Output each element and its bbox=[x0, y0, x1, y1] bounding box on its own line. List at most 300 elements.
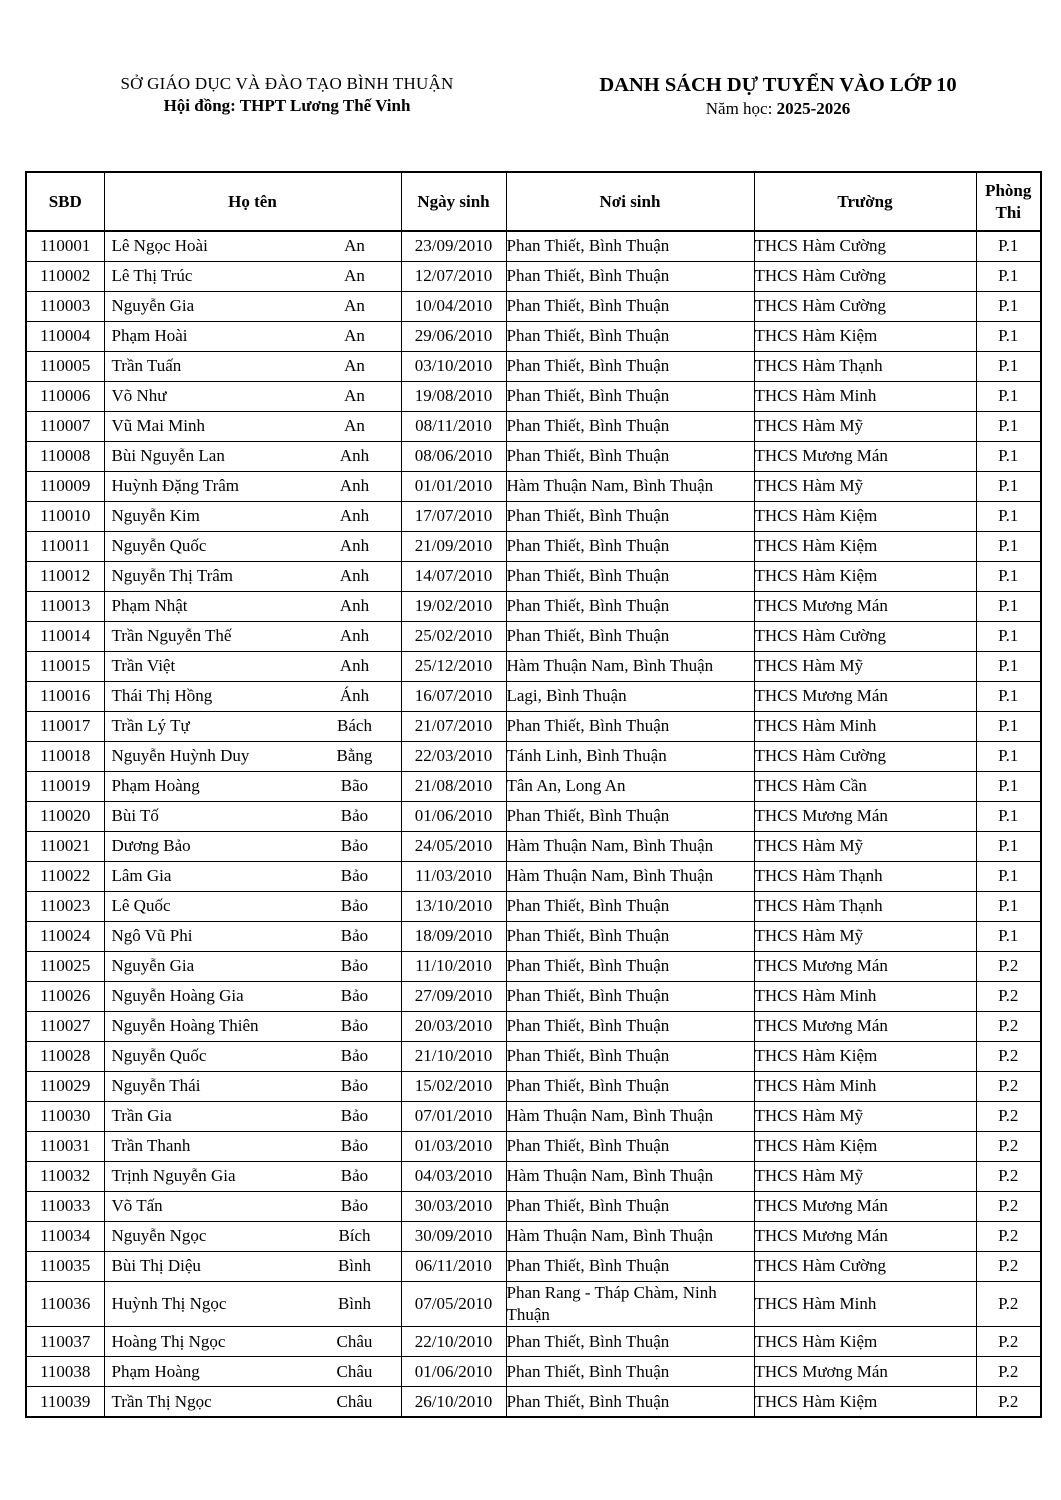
table-row bbox=[26, 1072, 1041, 1102]
full-name bbox=[105, 565, 401, 587]
sbd-cell: 110005 bbox=[26, 352, 104, 382]
name-cell bbox=[104, 262, 401, 292]
dob-cell: 16/07/2010 bbox=[401, 682, 506, 712]
sbd-cell: 110039 bbox=[26, 1387, 104, 1418]
dob-cell: 08/11/2010 bbox=[401, 412, 506, 442]
given-name: Bảo bbox=[340, 1166, 369, 1186]
family-middle-name: Nguyễn Ngọc bbox=[111, 1226, 207, 1246]
table-header bbox=[26, 172, 1041, 231]
family-middle-name: Trần Lý Tự bbox=[111, 716, 190, 736]
given-name: Bảo bbox=[340, 1196, 369, 1216]
table-row bbox=[26, 862, 1041, 892]
exam-room-cell: P.1 bbox=[976, 802, 1041, 832]
dob-cell: 04/03/2010 bbox=[401, 1162, 506, 1192]
school-cell: THCS Hàm Cường bbox=[754, 742, 976, 772]
birthplace-cell: Phan Thiết, Bình Thuận bbox=[506, 382, 754, 412]
exam-room-cell: P.2 bbox=[976, 1162, 1041, 1192]
name-cell bbox=[104, 412, 401, 442]
exam-room-cell: P.2 bbox=[976, 1072, 1041, 1102]
dob-cell: 11/03/2010 bbox=[401, 862, 506, 892]
birthplace-cell: Phan Thiết, Bình Thuận bbox=[506, 1387, 754, 1418]
full-name bbox=[105, 1165, 401, 1187]
school-cell: THCS Mương Mán bbox=[754, 682, 976, 712]
given-name: Bảo bbox=[340, 836, 369, 856]
table-row bbox=[26, 1357, 1041, 1387]
exam-room-cell: P.1 bbox=[976, 262, 1041, 292]
name-cell bbox=[104, 1282, 401, 1327]
name-cell bbox=[104, 682, 401, 712]
dob-cell: 18/09/2010 bbox=[401, 922, 506, 952]
department-name: SỞ GIÁO DỤC VÀ ĐÀO TẠO BÌNH THUẬN bbox=[120, 74, 454, 93]
family-middle-name: Trịnh Nguyễn Gia bbox=[111, 1166, 236, 1186]
full-name bbox=[105, 595, 401, 617]
birthplace-cell: Phan Rang - Tháp Chàm, Ninh Thuận bbox=[506, 1282, 754, 1327]
name-cell bbox=[104, 1102, 401, 1132]
full-name bbox=[105, 865, 401, 887]
full-name bbox=[105, 775, 401, 797]
name-cell bbox=[104, 892, 401, 922]
birthplace-cell: Phan Thiết, Bình Thuận bbox=[506, 1072, 754, 1102]
birthplace-cell: Phan Thiết, Bình Thuận bbox=[506, 532, 754, 562]
table-row bbox=[26, 742, 1041, 772]
birthplace-cell: Phan Thiết, Bình Thuận bbox=[506, 1012, 754, 1042]
birthplace-cell: Phan Thiết, Bình Thuận bbox=[506, 322, 754, 352]
birthplace-cell: Phan Thiết, Bình Thuận bbox=[506, 922, 754, 952]
name-cell bbox=[104, 1387, 401, 1418]
full-name bbox=[105, 685, 401, 707]
full-name bbox=[105, 985, 401, 1007]
full-name bbox=[105, 445, 401, 467]
exam-room-cell: P.2 bbox=[976, 952, 1041, 982]
dob-cell: 14/07/2010 bbox=[401, 562, 506, 592]
full-name bbox=[105, 1105, 401, 1127]
given-name: Bình bbox=[337, 1294, 372, 1314]
name-cell bbox=[104, 832, 401, 862]
birthplace-cell: Phan Thiết, Bình Thuận bbox=[506, 412, 754, 442]
birthplace-cell: Phan Thiết, Bình Thuận bbox=[506, 712, 754, 742]
given-name: An bbox=[344, 326, 365, 346]
family-middle-name: Võ Tấn bbox=[111, 1196, 163, 1216]
birthplace-cell: Phan Thiết, Bình Thuận bbox=[506, 802, 754, 832]
full-name bbox=[105, 625, 401, 647]
full-name bbox=[105, 1255, 401, 1277]
dob-cell: 20/03/2010 bbox=[401, 1012, 506, 1042]
table-row bbox=[26, 1222, 1041, 1252]
exam-room-cell: P.2 bbox=[976, 982, 1041, 1012]
exam-room-cell: P.2 bbox=[976, 1252, 1041, 1282]
family-middle-name: Vũ Mai Minh bbox=[111, 416, 205, 436]
given-name: Anh bbox=[339, 446, 370, 466]
full-name bbox=[105, 1135, 401, 1157]
table-row bbox=[26, 1162, 1041, 1192]
given-name: Bảo bbox=[340, 806, 369, 826]
school-cell: THCS Hàm Cường bbox=[754, 1252, 976, 1282]
table-row bbox=[26, 1102, 1041, 1132]
name-cell bbox=[104, 1327, 401, 1357]
given-name: Bảo bbox=[340, 1046, 369, 1066]
dob-cell: 07/05/2010 bbox=[401, 1282, 506, 1327]
birthplace-cell: Hàm Thuận Nam, Bình Thuận bbox=[506, 652, 754, 682]
given-name: Bảo bbox=[340, 956, 369, 976]
table-row bbox=[26, 892, 1041, 922]
family-middle-name: Dương Bảo bbox=[111, 836, 191, 856]
table-row bbox=[26, 832, 1041, 862]
sbd-cell: 110021 bbox=[26, 832, 104, 862]
table-row bbox=[26, 472, 1041, 502]
birthplace-cell: Hàm Thuận Nam, Bình Thuận bbox=[506, 472, 754, 502]
given-name: Bảo bbox=[340, 896, 369, 916]
school-year-value: 2025-2026 bbox=[776, 99, 851, 118]
full-name bbox=[105, 925, 401, 947]
given-name: Bảo bbox=[340, 866, 369, 886]
family-middle-name: Nguyễn Hoàng Gia bbox=[111, 986, 244, 1006]
name-cell bbox=[104, 1192, 401, 1222]
birthplace-cell: Phan Thiết, Bình Thuận bbox=[506, 1252, 754, 1282]
birthplace-cell: Hàm Thuận Nam, Bình Thuận bbox=[506, 832, 754, 862]
family-middle-name: Võ Như bbox=[111, 386, 167, 406]
name-cell bbox=[104, 1132, 401, 1162]
exam-room-cell: P.1 bbox=[976, 862, 1041, 892]
table-header-row bbox=[26, 172, 1041, 231]
family-middle-name: Lê Quốc bbox=[111, 896, 171, 916]
name-cell bbox=[104, 772, 401, 802]
col-header-birthplace: Nơi sinh bbox=[506, 172, 754, 231]
table-row bbox=[26, 592, 1041, 622]
exam-room-cell: P.1 bbox=[976, 382, 1041, 412]
family-middle-name: Lâm Gia bbox=[111, 866, 172, 886]
family-middle-name: Phạm Hoài bbox=[111, 326, 188, 346]
given-name: Bảo bbox=[340, 986, 369, 1006]
exam-room-cell: P.1 bbox=[976, 562, 1041, 592]
birthplace-cell: Lagi, Bình Thuận bbox=[506, 682, 754, 712]
given-name: Bảo bbox=[340, 1136, 369, 1156]
name-cell bbox=[104, 712, 401, 742]
given-name: An bbox=[344, 356, 365, 376]
dob-cell: 01/01/2010 bbox=[401, 472, 506, 502]
school-cell: THCS Hàm Mỹ bbox=[754, 832, 976, 862]
school-cell: THCS Hàm Cường bbox=[754, 231, 976, 262]
name-cell bbox=[104, 652, 401, 682]
school-cell: THCS Hàm Kiệm bbox=[754, 532, 976, 562]
dob-cell: 29/06/2010 bbox=[401, 322, 506, 352]
issuing-org-block bbox=[52, 74, 522, 119]
name-cell bbox=[104, 442, 401, 472]
sbd-cell: 110025 bbox=[26, 952, 104, 982]
sbd-cell: 110026 bbox=[26, 982, 104, 1012]
table-row bbox=[26, 1012, 1041, 1042]
dob-cell: 21/07/2010 bbox=[401, 712, 506, 742]
table-row bbox=[26, 952, 1041, 982]
full-name bbox=[105, 895, 401, 917]
given-name: Anh bbox=[339, 596, 370, 616]
birthplace-cell: Hàm Thuận Nam, Bình Thuận bbox=[506, 1162, 754, 1192]
dob-cell: 10/04/2010 bbox=[401, 292, 506, 322]
col-header-sbd: SBD bbox=[26, 172, 104, 231]
exam-room-cell: P.1 bbox=[976, 832, 1041, 862]
col-header-room: Phòng Thi bbox=[976, 172, 1041, 231]
exam-room-cell: P.1 bbox=[976, 742, 1041, 772]
school-cell: THCS Hàm Minh bbox=[754, 1282, 976, 1327]
given-name: Bảo bbox=[340, 1016, 369, 1036]
full-name bbox=[105, 1391, 401, 1413]
sbd-cell: 110001 bbox=[26, 231, 104, 262]
school-cell: THCS Mương Mán bbox=[754, 1012, 976, 1042]
family-middle-name: Trần Gia bbox=[111, 1106, 172, 1126]
dob-cell: 17/07/2010 bbox=[401, 502, 506, 532]
table-row bbox=[26, 1252, 1041, 1282]
exam-room-cell: P.2 bbox=[976, 1102, 1041, 1132]
exam-room-cell: P.1 bbox=[976, 412, 1041, 442]
table-row bbox=[26, 652, 1041, 682]
family-middle-name: Huỳnh Thị Ngọc bbox=[111, 1294, 227, 1314]
school-cell: THCS Hàm Kiệm bbox=[754, 562, 976, 592]
sbd-cell: 110012 bbox=[26, 562, 104, 592]
exam-room-cell: P.2 bbox=[976, 1387, 1041, 1418]
dob-cell: 24/05/2010 bbox=[401, 832, 506, 862]
family-middle-name: Phạm Nhật bbox=[111, 596, 188, 616]
table-row bbox=[26, 772, 1041, 802]
name-cell bbox=[104, 982, 401, 1012]
birthplace-cell: Hàm Thuận Nam, Bình Thuận bbox=[506, 1102, 754, 1132]
name-cell bbox=[104, 1042, 401, 1072]
dob-cell: 25/02/2010 bbox=[401, 622, 506, 652]
exam-room-cell: P.1 bbox=[976, 712, 1041, 742]
school-cell: THCS Hàm Mỹ bbox=[754, 652, 976, 682]
table-row bbox=[26, 562, 1041, 592]
exam-room-cell: P.1 bbox=[976, 922, 1041, 952]
given-name: Ánh bbox=[339, 686, 370, 706]
sbd-cell: 110006 bbox=[26, 382, 104, 412]
exam-room-cell: P.2 bbox=[976, 1132, 1041, 1162]
school-cell: THCS Hàm Minh bbox=[754, 712, 976, 742]
sbd-cell: 110033 bbox=[26, 1192, 104, 1222]
exam-room-cell: P.1 bbox=[976, 892, 1041, 922]
sbd-cell: 110008 bbox=[26, 442, 104, 472]
full-name bbox=[105, 805, 401, 827]
dob-cell: 01/06/2010 bbox=[401, 802, 506, 832]
name-cell bbox=[104, 1072, 401, 1102]
dob-cell: 21/10/2010 bbox=[401, 1042, 506, 1072]
dob-cell: 27/09/2010 bbox=[401, 982, 506, 1012]
sbd-cell: 110036 bbox=[26, 1282, 104, 1327]
family-middle-name: Trần Nguyễn Thế bbox=[111, 626, 232, 646]
school-cell: THCS Hàm Cường bbox=[754, 262, 976, 292]
student-table-body bbox=[26, 231, 1041, 1417]
sbd-cell: 110032 bbox=[26, 1162, 104, 1192]
full-name bbox=[105, 1361, 401, 1383]
given-name: An bbox=[344, 386, 365, 406]
table-row bbox=[26, 412, 1041, 442]
full-name bbox=[105, 715, 401, 737]
given-name: Bích bbox=[338, 1226, 371, 1246]
birthplace-cell: Phan Thiết, Bình Thuận bbox=[506, 352, 754, 382]
name-cell bbox=[104, 352, 401, 382]
given-name: An bbox=[344, 236, 365, 256]
school-cell: THCS Mương Mán bbox=[754, 802, 976, 832]
table-row bbox=[26, 262, 1041, 292]
family-middle-name: Thái Thị Hồng bbox=[111, 686, 213, 706]
sbd-cell: 110014 bbox=[26, 622, 104, 652]
dob-cell: 01/03/2010 bbox=[401, 1132, 506, 1162]
sbd-cell: 110023 bbox=[26, 892, 104, 922]
dob-cell: 30/09/2010 bbox=[401, 1222, 506, 1252]
full-name bbox=[105, 1331, 401, 1353]
dob-cell: 30/03/2010 bbox=[401, 1192, 506, 1222]
full-name bbox=[105, 235, 401, 257]
family-middle-name: Trần Thị Ngọc bbox=[111, 1391, 212, 1411]
sbd-cell: 110035 bbox=[26, 1252, 104, 1282]
sbd-cell: 110011 bbox=[26, 532, 104, 562]
sbd-cell: 110015 bbox=[26, 652, 104, 682]
family-middle-name: Nguyễn Thị Trâm bbox=[111, 566, 234, 586]
school-cell: THCS Hàm Thạnh bbox=[754, 892, 976, 922]
school-cell: THCS Mương Mán bbox=[754, 1222, 976, 1252]
dob-cell: 15/02/2010 bbox=[401, 1072, 506, 1102]
given-name: Châu bbox=[336, 1361, 373, 1381]
exam-room-cell: P.1 bbox=[976, 622, 1041, 652]
full-name bbox=[105, 745, 401, 767]
school-cell: THCS Hàm Mỹ bbox=[754, 472, 976, 502]
sbd-cell: 110022 bbox=[26, 862, 104, 892]
given-name: Bảo bbox=[340, 926, 369, 946]
table-row bbox=[26, 622, 1041, 652]
birthplace-cell: Phan Thiết, Bình Thuận bbox=[506, 442, 754, 472]
given-name: Bách bbox=[337, 716, 372, 736]
dob-cell: 06/11/2010 bbox=[401, 1252, 506, 1282]
exam-room-cell: P.1 bbox=[976, 592, 1041, 622]
given-name: Châu bbox=[336, 1331, 373, 1351]
birthplace-cell: Phan Thiết, Bình Thuận bbox=[506, 1192, 754, 1222]
family-middle-name: Hoàng Thị Ngọc bbox=[111, 1331, 226, 1351]
exam-room-cell: P.1 bbox=[976, 772, 1041, 802]
birthplace-cell: Phan Thiết, Bình Thuận bbox=[506, 262, 754, 292]
given-name: Anh bbox=[339, 656, 370, 676]
dob-cell: 22/03/2010 bbox=[401, 742, 506, 772]
name-cell bbox=[104, 382, 401, 412]
name-cell bbox=[104, 802, 401, 832]
school-cell: THCS Hàm Thạnh bbox=[754, 862, 976, 892]
sbd-cell: 110002 bbox=[26, 262, 104, 292]
full-name bbox=[105, 475, 401, 497]
sbd-cell: 110029 bbox=[26, 1072, 104, 1102]
full-name bbox=[105, 265, 401, 287]
table-row bbox=[26, 1132, 1041, 1162]
table-row bbox=[26, 532, 1041, 562]
birthplace-cell: Phan Thiết, Bình Thuận bbox=[506, 292, 754, 322]
sbd-cell: 110028 bbox=[26, 1042, 104, 1072]
school-cell: THCS Hàm Thạnh bbox=[754, 352, 976, 382]
full-name bbox=[105, 325, 401, 347]
dob-cell: 12/07/2010 bbox=[401, 262, 506, 292]
sbd-cell: 110037 bbox=[26, 1327, 104, 1357]
name-cell bbox=[104, 472, 401, 502]
school-cell: THCS Hàm Kiệm bbox=[754, 1387, 976, 1418]
family-middle-name: Nguyễn Gia bbox=[111, 956, 195, 976]
given-name: An bbox=[344, 416, 365, 436]
family-middle-name: Trần Việt bbox=[111, 656, 176, 676]
school-year-line bbox=[553, 99, 1003, 119]
given-name: An bbox=[344, 296, 365, 316]
family-middle-name: Nguyễn Hoàng Thiên bbox=[111, 1016, 259, 1036]
name-cell bbox=[104, 1252, 401, 1282]
school-cell: THCS Hàm Mỹ bbox=[754, 1102, 976, 1132]
table-row bbox=[26, 231, 1041, 262]
school-cell: THCS Hàm Cường bbox=[754, 622, 976, 652]
birthplace-cell: Phan Thiết, Bình Thuận bbox=[506, 1132, 754, 1162]
name-cell bbox=[104, 622, 401, 652]
full-name bbox=[105, 1195, 401, 1217]
family-middle-name: Nguyễn Thái bbox=[111, 1076, 201, 1096]
school-cell: THCS Hàm Mỹ bbox=[754, 412, 976, 442]
exam-room-cell: P.2 bbox=[976, 1222, 1041, 1252]
name-cell bbox=[104, 592, 401, 622]
name-cell bbox=[104, 1357, 401, 1387]
table-row bbox=[26, 922, 1041, 952]
birthplace-cell: Phan Thiết, Bình Thuận bbox=[506, 982, 754, 1012]
exam-room-cell: P.1 bbox=[976, 352, 1041, 382]
table-row bbox=[26, 442, 1041, 472]
name-cell bbox=[104, 1222, 401, 1252]
exam-room-cell: P.1 bbox=[976, 682, 1041, 712]
birthplace-cell: Tân An, Long An bbox=[506, 772, 754, 802]
dob-cell: 21/08/2010 bbox=[401, 772, 506, 802]
exam-room-cell: P.2 bbox=[976, 1357, 1041, 1387]
exam-room-cell: P.2 bbox=[976, 1042, 1041, 1072]
given-name: Bảo bbox=[340, 1076, 369, 1096]
dob-cell: 03/10/2010 bbox=[401, 352, 506, 382]
name-cell bbox=[104, 532, 401, 562]
table-row bbox=[26, 1042, 1041, 1072]
full-name bbox=[105, 415, 401, 437]
table-row bbox=[26, 1387, 1041, 1418]
sbd-cell: 110038 bbox=[26, 1357, 104, 1387]
exam-room-cell: P.1 bbox=[976, 442, 1041, 472]
name-cell bbox=[104, 322, 401, 352]
full-name bbox=[105, 1075, 401, 1097]
school-cell: THCS Hàm Cường bbox=[754, 292, 976, 322]
given-name: An bbox=[344, 266, 365, 286]
school-cell: THCS Mương Mán bbox=[754, 1357, 976, 1387]
name-cell bbox=[104, 1162, 401, 1192]
given-name: Châu bbox=[336, 1391, 373, 1411]
exam-room-cell: P.1 bbox=[976, 502, 1041, 532]
dob-cell: 26/10/2010 bbox=[401, 1387, 506, 1418]
sbd-cell: 110004 bbox=[26, 322, 104, 352]
col-header-school: Trường bbox=[754, 172, 976, 231]
exam-room-cell: P.1 bbox=[976, 652, 1041, 682]
school-cell: THCS Hàm Kiệm bbox=[754, 1132, 976, 1162]
birthplace-cell: Phan Thiết, Bình Thuận bbox=[506, 562, 754, 592]
school-cell: THCS Mương Mán bbox=[754, 592, 976, 622]
sbd-cell: 110018 bbox=[26, 742, 104, 772]
school-cell: THCS Hàm Cần bbox=[754, 772, 976, 802]
sbd-cell: 110019 bbox=[26, 772, 104, 802]
table-row bbox=[26, 352, 1041, 382]
name-cell bbox=[104, 952, 401, 982]
given-name: Anh bbox=[339, 476, 370, 496]
family-middle-name: Lê Ngọc Hoài bbox=[111, 236, 208, 256]
name-cell bbox=[104, 231, 401, 262]
school-cell: THCS Hàm Kiệm bbox=[754, 502, 976, 532]
dob-cell: 08/06/2010 bbox=[401, 442, 506, 472]
school-cell: THCS Mương Mán bbox=[754, 1192, 976, 1222]
full-name bbox=[105, 355, 401, 377]
given-name: Anh bbox=[339, 626, 370, 646]
birthplace-cell: Phan Thiết, Bình Thuận bbox=[506, 592, 754, 622]
full-name bbox=[105, 1293, 401, 1315]
birthplace-cell: Phan Thiết, Bình Thuận bbox=[506, 622, 754, 652]
dob-cell: 21/09/2010 bbox=[401, 532, 506, 562]
